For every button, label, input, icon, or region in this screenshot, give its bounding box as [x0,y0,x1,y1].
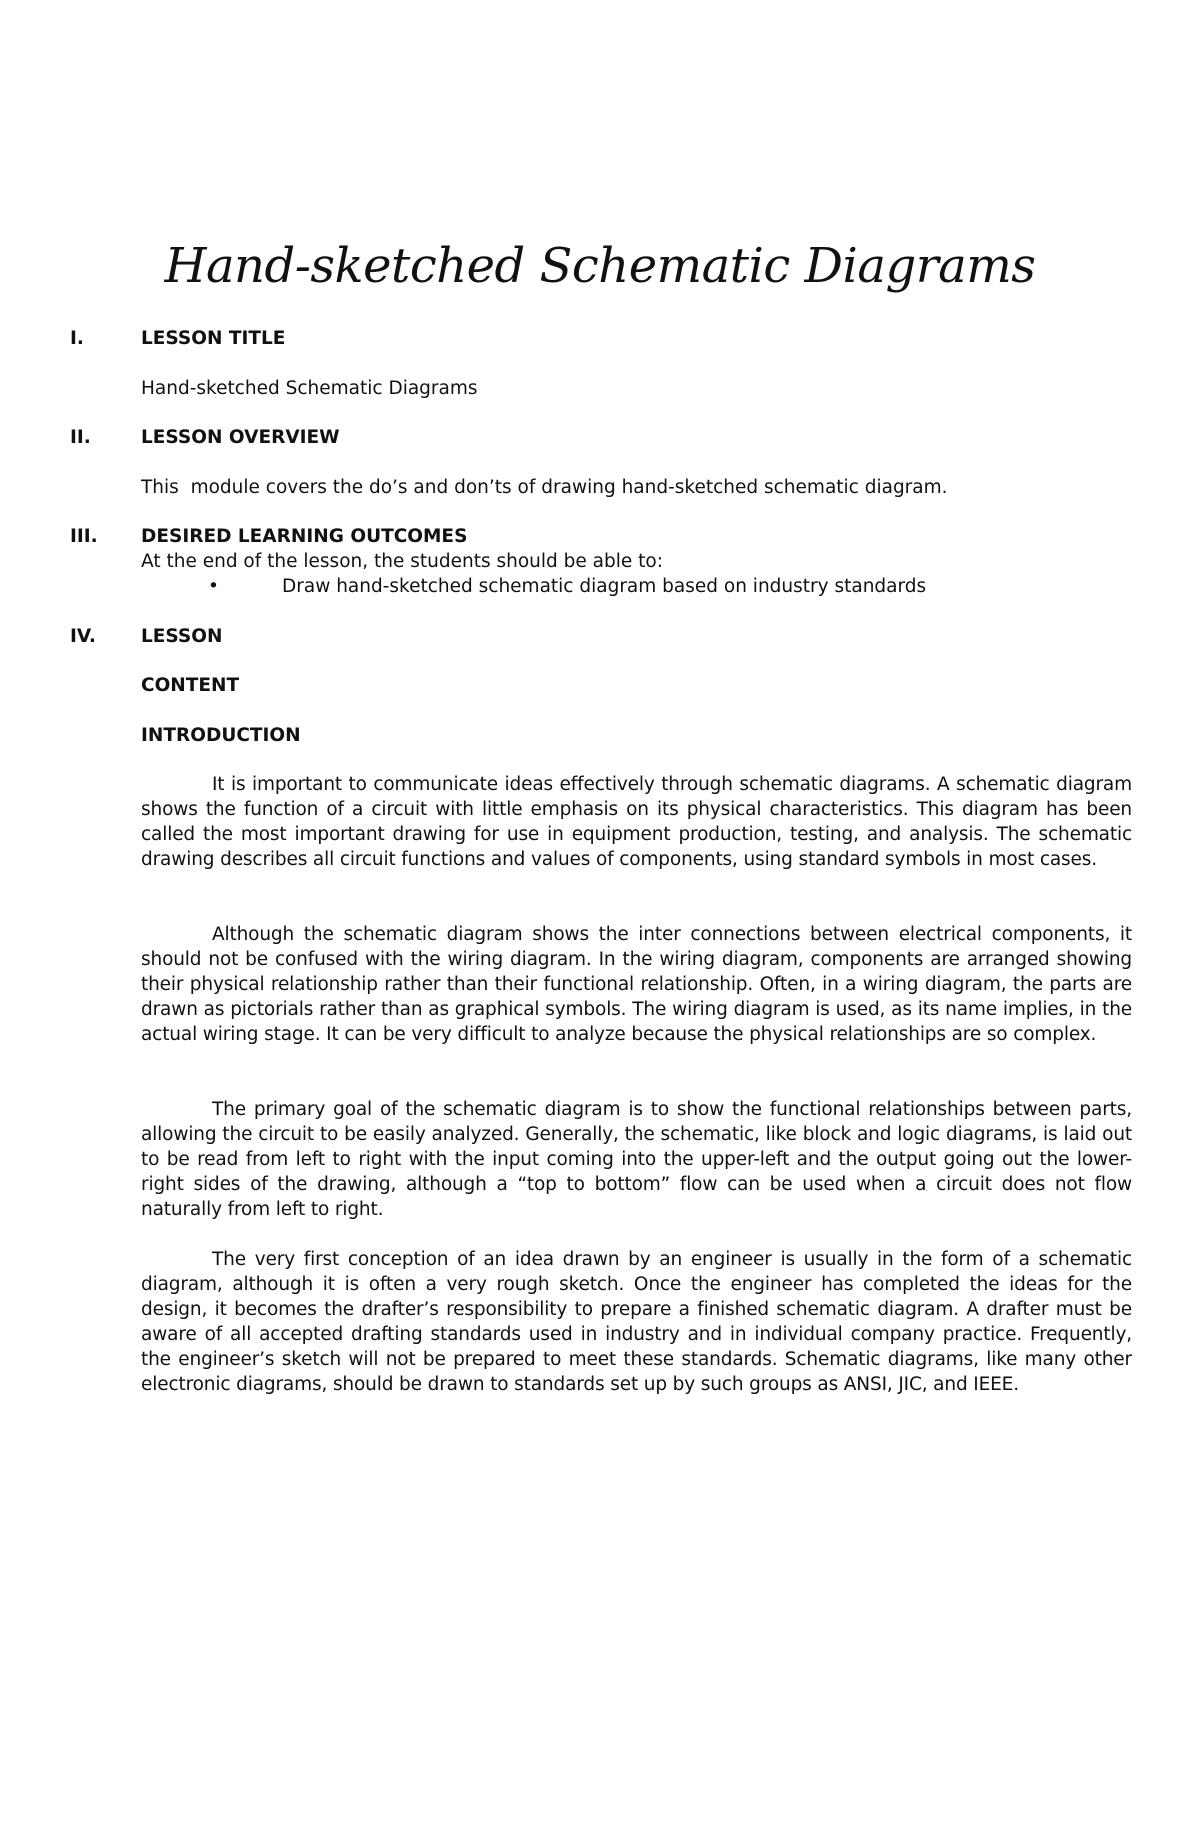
section-heading-lesson: LESSON [141,626,223,647]
lesson-overview-text: This module covers the do’s and don’ts of drawing hand-sketched schematic diagram. [141,477,948,498]
subheading-introduction: INTRODUCTION [141,725,301,746]
outcome-list-item: Draw hand-sketched schematic diagram based on industry standards [282,576,927,597]
intro-paragraph-1: It is important to communicate ideas effectively through schematic diagrams. A schematic diagram shows the function of a circuit with little emphasis on its physical characteristics. This diagram has been called the most important drawing for use in equipment production, testing, and analysis. The schematic drawing describes all circuit functions and values of components, using standard symbols in most cases. [141,774,1132,870]
desired-outcomes-intro: At the end of the lesson, the students should be able to: [141,551,663,572]
section-number-3: III. [70,526,98,547]
section-number-1: I. [70,328,84,349]
intro-paragraph-3: The primary goal of the schematic diagram is to show the functional relationships between parts, allowing the circuit to be easily analyzed. Generally, the schematic, like block and logic diagrams, is laid out to be read from left to right with the input coming into the upper-left and the output going out the lower-right sides of the drawing, although a “top to bottom” flow can be used when a circuit does not flow naturally from left to right. [141,1099,1132,1220]
lesson-title-text: Hand-sketched Schematic Diagrams [141,378,478,399]
section-number-4: IV. [70,626,96,647]
section-heading-lesson-overview: LESSON OVERVIEW [141,427,340,448]
section-heading-desired-outcomes: DESIRED LEARNING OUTCOMES [141,526,468,547]
document-title: Hand-sketched Schematic Diagrams [164,238,1036,294]
subheading-content: CONTENT [141,675,240,696]
intro-paragraph-4: The very first conception of an idea drawn by an engineer is usually in the form of a schematic diagram, although it is often a very rough sketch. Once the engineer has completed the ideas for the design, it becomes the drafter’s responsibility to prepare a finished schematic diagram. A drafter must be aware of all accepted drafting standards used in industry and in individual company practice. Frequently, the engineer’s sketch will not be prepared to meet these standards. Schematic diagrams, like many other electronic diagrams, should be drawn to standards set up by such groups as ANSI, JIC, and IEEE. [141,1249,1132,1395]
section-number-2: II. [70,427,91,448]
section-heading-lesson-title: LESSON TITLE [141,328,286,349]
intro-paragraph-2: Although the schematic diagram shows the inter connections between electrical components, it should not be confused with the wiring diagram. In the wiring diagram, components are arranged showing their physical relationship rather than their functional relationship. Often, in a wiring diagram, the parts are drawn as pictorials rather than as graphical symbols. The wiring diagram is used, as its name implies, in the actual wiring stage. It can be very difficult to analyze because the physical relationships are so complex. [141,924,1132,1045]
bullet-marker: • [208,576,219,597]
